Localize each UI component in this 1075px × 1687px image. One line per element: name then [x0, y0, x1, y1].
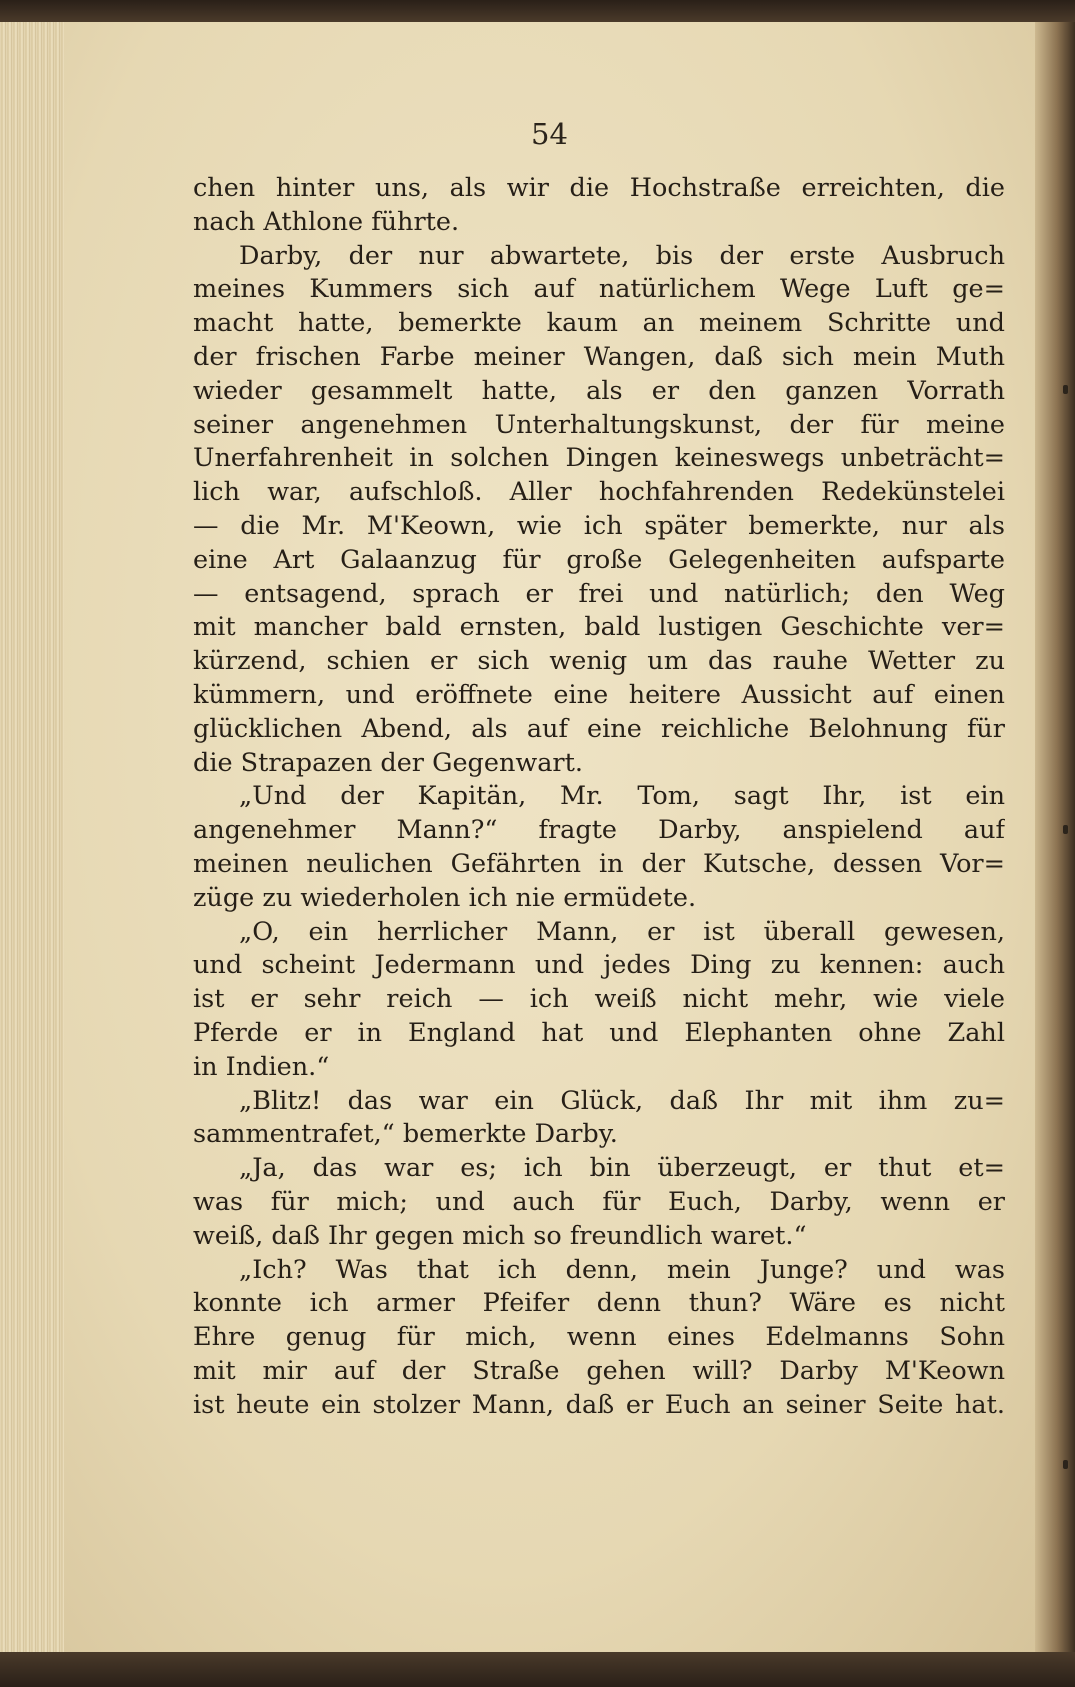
- margin-mark: [1063, 825, 1068, 834]
- text-line: kürzend, schien er sich wenig um das rauhe Wetter zu: [193, 646, 1005, 677]
- text-line: „O, ein herrlicher Mann, er ist überall gewesen,: [239, 916, 1005, 947]
- page-number: 54: [531, 117, 568, 151]
- text-line: Pferde er in England hat und Elephanten ohne Zahl: [193, 1017, 1005, 1048]
- text-line: in Indien.“: [193, 1051, 330, 1082]
- text-line: Ehre genug für mich, wenn eines Edelmanns Sohn: [193, 1322, 1005, 1353]
- text-line: — entsagend, sprach er frei und natürlich; den Weg: [193, 578, 1005, 609]
- text-line: macht hatte, bemerkte kaum an meinem Schritte und: [193, 308, 1005, 339]
- text-line: ist er sehr reich — ich weiß nicht mehr, wie viele: [193, 984, 1005, 1015]
- text-line: glücklichen Abend, als auf eine reichliche Belohnung für: [193, 713, 1005, 744]
- text-line: mit mancher bald ernsten, bald lustigen Geschichte ver=: [193, 612, 1005, 643]
- text-line: nach Athlone führte.: [193, 206, 460, 237]
- text-line: „Ich? Was that ich denn, mein Junge? und was: [239, 1254, 1005, 1285]
- body-text: [193, 172, 1005, 1422]
- margin-mark: [1063, 1460, 1068, 1469]
- text-line: konnte ich armer Pfeifer denn thun? Wäre es nicht: [193, 1288, 1005, 1319]
- text-line: weiß, daß Ihr gegen mich so freundlich waret.“: [193, 1220, 807, 1251]
- page-stack-edges: [0, 22, 65, 1652]
- text-line: ist heute ein stolzer Mann, daß er Euch an seiner Seite hat.: [193, 1389, 1005, 1420]
- text-line: der frischen Farbe meiner Wangen, daß sich mein Muth: [193, 341, 1005, 372]
- text-line: Darby, der nur abwartete, bis der erste Ausbruch: [239, 240, 1005, 271]
- text-line: lich war, aufschloß. Aller hochfahrenden Redekünstelei: [193, 477, 1005, 508]
- book-spine-shadow: [1035, 22, 1075, 1652]
- text-line: züge zu wiederholen ich nie ermüdete.: [193, 882, 697, 913]
- text-line: was für mich; und auch für Euch, Darby, wenn er: [193, 1186, 1005, 1217]
- margin-mark: [1063, 385, 1068, 394]
- text-line: wieder gesammelt hatte, als er den ganzen Vorrath: [193, 375, 1005, 406]
- text-line: „Blitz! das war ein Glück, daß Ihr mit ihm zu=: [239, 1085, 1005, 1116]
- text-line: und scheint Jedermann und jedes Ding zu kennen: auch: [193, 950, 1005, 981]
- book-cover-top-edge: [0, 0, 1075, 22]
- text-line: sammentrafet,“ bemerkte Darby.: [193, 1119, 618, 1150]
- text-line: seiner angenehmen Unterhaltungskunst, der für meine: [193, 409, 1005, 440]
- text-line: „Und der Kapitän, Mr. Tom, sagt Ihr, ist ein: [239, 781, 1005, 812]
- text-line: meinen neulichen Gefährten in der Kutsche, dessen Vor=: [193, 848, 1005, 879]
- book-page: [64, 22, 1035, 1652]
- text-line: — die Mr. M'Keown, wie ich später bemerkte, nur als: [193, 510, 1005, 541]
- text-line: eine Art Galaanzug für große Gelegenheiten aufsparte: [193, 544, 1005, 575]
- text-line: chen hinter uns, als wir die Hochstraße erreichten, die: [193, 173, 1005, 203]
- text-line: die Strapazen der Gegenwart.: [193, 747, 583, 778]
- text-line: meines Kummers sich auf natürlichem Wege Luft ge=: [193, 274, 1005, 305]
- book-cover-bottom-edge: [0, 1652, 1075, 1687]
- text-line: mit mir auf der Straße gehen will? Darby M'Keown: [193, 1355, 1005, 1386]
- text-line: Unerfahrenheit in solchen Dingen keineswegs unbeträcht=: [193, 443, 1005, 474]
- text-line: kümmern, und eröffnete eine heitere Aussicht auf einen: [193, 679, 1005, 710]
- text-line: „Ja, das war es; ich bin überzeugt, er thut et=: [239, 1153, 1005, 1184]
- text-line: angenehmer Mann?“ fragte Darby, anspielend auf: [193, 815, 1005, 846]
